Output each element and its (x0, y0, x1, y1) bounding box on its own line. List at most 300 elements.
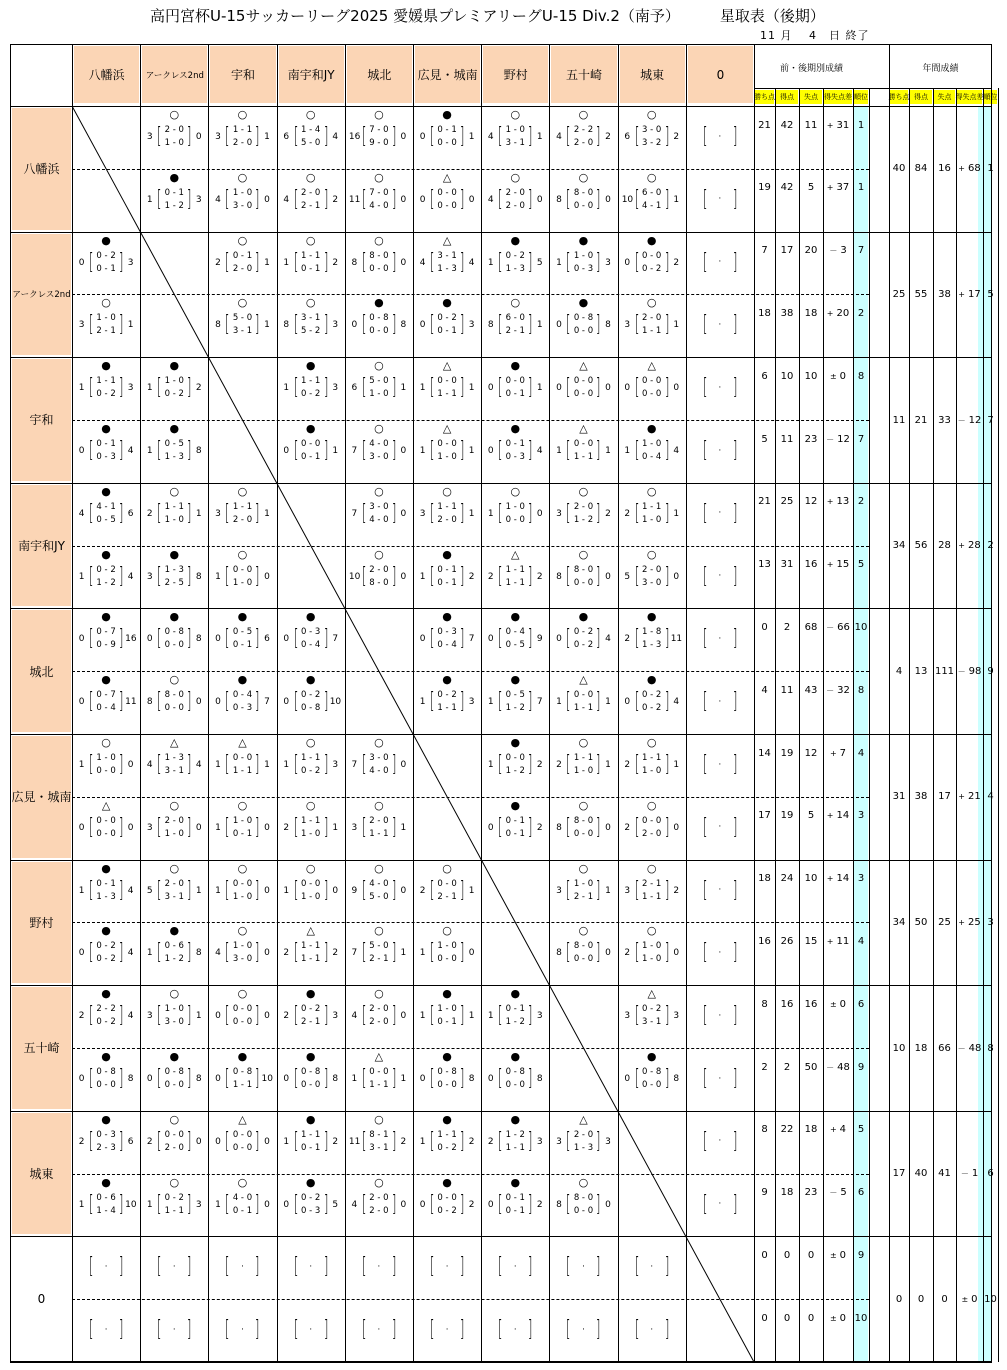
first-half-against: 0 (383, 501, 389, 512)
stat-part: 10 (984, 1293, 997, 1305)
first-half-for: 5 (369, 941, 375, 952)
first-half-score: 0 - 2 (642, 690, 662, 701)
score-block (686, 374, 754, 402)
bracket-right: ] (459, 689, 465, 715)
first-half-score: 6 - 0 (642, 187, 662, 198)
first-half-against: 1 (655, 878, 662, 889)
half-stats-col-header: 順位 (854, 90, 868, 104)
stat-part: 38 (914, 791, 928, 803)
goals-for: 1 (146, 383, 153, 394)
half-scores (300, 124, 322, 150)
score-block (345, 1128, 413, 1156)
bracket-left: [ (429, 1066, 435, 1091)
annual-stat-value (933, 281, 956, 307)
first-half-against: 0 (587, 439, 594, 449)
goals-against: 0 (195, 697, 202, 708)
match-result (618, 1048, 686, 1111)
stat-part: 31 (836, 119, 850, 131)
bracket-right: ] (118, 500, 124, 526)
half-scores (504, 375, 526, 401)
first-half-for: 0 (437, 627, 443, 638)
first-half-score: 0 - 8 (505, 1067, 525, 1077)
second-half-for: 0 (96, 640, 102, 651)
goals-against: 2 (468, 1199, 475, 1210)
match-result (481, 232, 549, 295)
result-mark: ○ (237, 233, 248, 247)
half-scores (300, 1003, 322, 1029)
second-half-for: 0 (96, 1017, 102, 1028)
first-half-score: 2 - 1 (642, 878, 662, 889)
bracket-right: ] (255, 814, 261, 840)
result-mark: ● (442, 987, 452, 1001)
half-scores (95, 1261, 117, 1274)
score-block (413, 500, 481, 528)
bracket-left: [ (702, 312, 708, 338)
first-half-score: 1 - 1 (232, 501, 253, 512)
bracket-right: ] (664, 877, 670, 903)
half-scores (504, 752, 526, 778)
result-mark: ○ (374, 108, 384, 121)
half-stat-value (775, 1180, 799, 1206)
bracket-left: [ (293, 1128, 299, 1154)
first-half-for: 0 (437, 1067, 443, 1077)
half-stat-value (775, 866, 799, 892)
first-half-against: 1 (246, 501, 253, 512)
second-half-against: 0 (178, 1080, 184, 1090)
annual-stat-value (889, 156, 909, 182)
bracket-left: [ (157, 626, 162, 652)
score-block (618, 1002, 686, 1030)
second-half-for: 2 (301, 200, 307, 211)
bracket-left: [ (702, 438, 708, 463)
first-half-score: 1 - 1 (505, 564, 525, 575)
score-block (413, 688, 481, 716)
bracket-right: ] (596, 626, 602, 652)
second-half-for: 2 (164, 577, 171, 588)
second-half-for: 2 (505, 326, 512, 337)
bracket-right: ] (732, 752, 738, 777)
second-half-score: · (718, 947, 722, 958)
second-half-score: 1 - 3 (437, 263, 457, 274)
result-mark: ● (101, 1050, 111, 1063)
second-half-for: 0 (369, 326, 375, 337)
half-stat-value (775, 928, 799, 954)
goals-against: 2 (673, 885, 680, 896)
result-mark: ○ (646, 296, 657, 310)
score-block (72, 751, 140, 779)
first-half-against: 1 (451, 501, 457, 512)
first-half-for: 2 (642, 313, 648, 324)
second-half-for: 1 (573, 766, 580, 776)
first-half-for: 0 (505, 250, 512, 261)
half-scores (572, 564, 594, 590)
half-scores (436, 1192, 458, 1218)
bracket-right: ] (664, 814, 670, 840)
bracket-left: [ (702, 124, 708, 149)
bracket-left: [ (88, 438, 94, 463)
bracket-right: ] (118, 877, 124, 903)
stat-part: 14 (836, 873, 850, 885)
score-block (686, 751, 754, 779)
result-mark: ● (169, 924, 180, 938)
first-half-for: 1 (505, 1129, 512, 1140)
second-half-for: 2 (232, 514, 239, 525)
page-title: 高円宮杯U-15サッカーリーグ2025 愛媛県プレミアリーグU-15 Div.2（南予） 星取表（後期） (150, 7, 825, 25)
score-block (345, 311, 413, 339)
first-half-against: 0 (587, 376, 594, 387)
half-scores (436, 124, 458, 150)
stat-part: 20 (836, 307, 850, 319)
half-scores (95, 1192, 117, 1218)
stat-part: 4 (761, 684, 768, 696)
second-half-score: · (650, 1324, 654, 1335)
half-stat-value (799, 928, 823, 954)
second-half-against: 0 (451, 452, 457, 462)
first-half-score: 0 - 2 (301, 690, 321, 701)
goals-against: 8 (536, 1074, 543, 1084)
score-block (277, 186, 345, 214)
match-result (345, 357, 413, 420)
score-block (140, 814, 208, 842)
second-half-against: 1 (451, 577, 457, 588)
bracket-left: [ (702, 752, 708, 777)
goals-for: 0 (215, 1011, 221, 1022)
first-half-for: 0 (437, 125, 443, 135)
stat-part: 8 (987, 1042, 994, 1054)
bracket-left: [ (429, 1003, 435, 1029)
goals-against: 0 (400, 446, 407, 456)
stat-part: 6 (857, 998, 865, 1010)
match-result (481, 420, 549, 483)
result-mark: ○ (305, 296, 316, 310)
second-half-score: 0 - 2 (437, 1205, 457, 1216)
bracket-right: ] (459, 1066, 465, 1091)
goals-against: 0 (400, 257, 407, 268)
stat-part: 2 (857, 496, 865, 508)
second-half-for: 2 (437, 514, 443, 525)
annual-stat-value (933, 909, 956, 935)
first-half-score: 1 - 1 (573, 753, 594, 763)
first-half-against: 0 (383, 125, 389, 135)
stat-part: 37 (836, 182, 850, 194)
half-stat-value (823, 300, 853, 326)
half-scores (95, 878, 117, 904)
second-half-against: 1 (314, 263, 321, 274)
first-half-for: 0 (573, 376, 580, 387)
half-stat-value (775, 991, 799, 1017)
stat-part: 34 (892, 540, 906, 552)
match-result (277, 1174, 345, 1237)
second-half-score: 8 - 0 (369, 577, 389, 588)
bracket-left: [ (225, 312, 231, 338)
goals-for: 3 (215, 508, 221, 519)
bracket-left: [ (498, 1003, 503, 1029)
stat-part: 48 (837, 1061, 850, 1073)
second-half-score: 1 - 0 (642, 514, 662, 525)
second-half-score: 0 - 5 (96, 514, 116, 525)
goals-for: 1 (487, 697, 494, 708)
second-half-against: 0 (587, 200, 594, 211)
score-block (413, 186, 481, 214)
score-block (481, 311, 549, 339)
second-half-score: 2 - 1 (369, 954, 389, 965)
bracket-right: ] (596, 940, 602, 966)
row-header-team: アークレス2nd (12, 234, 71, 356)
goals-for: 2 (283, 948, 290, 959)
first-half-against: 2 (110, 250, 116, 261)
second-half-against: 2 (519, 1017, 525, 1028)
second-half-against: 3 (110, 1142, 116, 1153)
bracket-right: ] (323, 375, 329, 401)
second-half-against: 2 (655, 703, 662, 714)
second-half-score: · (718, 445, 722, 456)
first-half-score: 0 - 0 (437, 187, 457, 198)
annual-stat-value (889, 407, 909, 433)
column-header-team: 五十崎 (551, 46, 616, 103)
match-result (481, 1174, 549, 1237)
first-half-score: 1 - 0 (642, 439, 662, 449)
second-half-score: 4 - 0 (369, 514, 389, 525)
half-scores (300, 626, 322, 652)
second-half-score: 3 - 1 (164, 766, 184, 776)
half-stat-value (853, 1054, 869, 1080)
match-result (72, 1174, 140, 1237)
goals-against: 1 (195, 1011, 202, 1022)
goals-for: 0 (487, 1074, 494, 1084)
goals-against: 1 (468, 383, 475, 394)
goals-for: 1 (283, 257, 290, 268)
goals-against: 0 (195, 1136, 202, 1147)
match-result (618, 106, 686, 169)
half-stat-value (853, 112, 869, 138)
second-half-against: 1 (519, 828, 525, 839)
second-half-for: 0 (573, 828, 580, 839)
bracket-left: [ (225, 249, 231, 275)
second-half-score: · (718, 1010, 722, 1021)
score-block (208, 625, 276, 653)
bracket-right: ] (187, 1066, 192, 1091)
bracket-left: [ (429, 375, 435, 401)
half-stat-value (853, 175, 869, 201)
annual-stat-value (983, 1161, 998, 1187)
stat-part: ± (829, 1313, 837, 1323)
second-half-score: 1 - 1 (642, 326, 662, 337)
first-half-score: 1 - 8 (642, 627, 662, 638)
annual-stat-value (983, 156, 998, 182)
half-scores (231, 250, 253, 276)
result-mark: ● (510, 1112, 521, 1126)
bracket-right: ] (255, 124, 261, 149)
bracket-right: ] (459, 626, 465, 652)
match-result (72, 232, 140, 295)
result-mark: ● (646, 1050, 657, 1063)
stat-part: 0 (917, 1293, 925, 1305)
first-half-against: 0 (451, 1192, 457, 1203)
half-scores (300, 689, 322, 715)
second-half-score: 0 - 1 (96, 263, 116, 274)
half-scores (300, 1261, 322, 1274)
second-half-for: 3 (164, 891, 171, 902)
goals-for: 0 (78, 446, 85, 456)
first-half-for: 1 (505, 564, 512, 575)
column-header-team: アークレス2nd (142, 46, 207, 103)
second-half-score: · (309, 1324, 313, 1335)
score-block (208, 688, 276, 716)
stat-part: 5 (807, 810, 815, 822)
score-block (413, 877, 481, 905)
first-half-for: 1 (96, 376, 102, 387)
first-half-score: 0 - 2 (437, 313, 457, 324)
result-mark: ○ (237, 861, 248, 875)
match-result (208, 985, 276, 1048)
second-half-for: 3 (232, 200, 239, 211)
half-stat-value (799, 866, 823, 892)
result-mark: ● (101, 924, 111, 938)
first-half-against: 0 (587, 1129, 594, 1140)
first-half-against: 2 (110, 941, 116, 952)
first-half-score: 1 - 1 (642, 501, 662, 512)
second-half-against: 0 (587, 1205, 594, 1216)
second-half-score: 0 - 0 (437, 138, 457, 148)
stat-part: ± (829, 371, 837, 381)
half-stat-value (823, 740, 853, 766)
half-scores (436, 312, 458, 338)
half-scores (709, 507, 731, 520)
stat-part: 5 (807, 182, 815, 194)
goals-for: 1 (215, 1199, 221, 1210)
half-stat-value (823, 238, 853, 264)
bracket-left: [ (88, 1128, 94, 1154)
first-half-score: 1 - 1 (642, 753, 662, 763)
match-result (72, 1048, 140, 1111)
first-half-score: 8 - 0 (573, 564, 594, 575)
match-result (345, 546, 413, 609)
result-mark: ○ (237, 170, 248, 184)
goals-against: 1 (536, 383, 543, 394)
half-scores (231, 1192, 253, 1218)
score-block (413, 249, 481, 277)
half-scores (368, 1129, 390, 1155)
match-result (345, 1236, 413, 1299)
match-result (618, 985, 686, 1048)
score-block (686, 311, 754, 339)
first-half-for: 8 (369, 1129, 375, 1140)
half-stat-value (823, 1305, 853, 1331)
first-half-for: 0 (642, 690, 648, 701)
score-block (618, 625, 686, 653)
half-stat-value (853, 426, 869, 452)
first-half-score: 2 - 0 (573, 1129, 594, 1140)
match-result (277, 985, 345, 1048)
second-half-against: 0 (655, 577, 662, 588)
goals-for: 0 (419, 1199, 426, 1210)
second-half-for: 1 (301, 954, 307, 965)
bracket-left: [ (702, 563, 708, 589)
score-block (686, 1002, 754, 1030)
stat-part: 8 (857, 370, 865, 382)
stat-part: 28 (938, 540, 951, 552)
stat-part: － (957, 666, 966, 676)
stat-part: + (826, 874, 834, 884)
second-half-score: 1 - 1 (642, 891, 662, 902)
bracket-left: [ (429, 1317, 435, 1343)
stat-part: 8 (761, 998, 768, 1010)
half-scores (641, 187, 663, 213)
second-half-for: 1 (369, 389, 375, 400)
second-half-against: 1 (451, 326, 457, 337)
stat-part: 7 (987, 414, 994, 426)
bracket-right: ] (528, 1191, 533, 1217)
bracket-right: ] (528, 312, 533, 338)
stat-part: 3 (857, 873, 865, 885)
column-header-team: 南宇和JY (279, 46, 344, 103)
stat-part: 2 (987, 540, 994, 552)
half-scores (572, 438, 594, 464)
goals-for: 1 (487, 257, 494, 268)
match-result (277, 1048, 345, 1111)
score-block (481, 625, 549, 653)
bracket-left: [ (88, 563, 94, 589)
bracket-right: ] (528, 1128, 533, 1154)
half-scores (709, 570, 731, 583)
first-half-against: 1 (451, 1129, 457, 1140)
first-half-score: 2 - 0 (369, 1192, 389, 1203)
goals-against: 1 (195, 885, 202, 896)
score-block (618, 751, 686, 779)
second-half-for: 0 (505, 389, 512, 400)
match-result (686, 671, 754, 734)
result-mark: ● (101, 1175, 111, 1189)
match-result (208, 232, 276, 295)
goals-for: 7 (351, 760, 358, 770)
first-half-against: 0 (314, 439, 321, 449)
first-half-for: 0 (164, 187, 171, 198)
half-scores (300, 752, 322, 778)
bracket-left: [ (225, 1003, 231, 1029)
bracket-left: [ (429, 124, 435, 149)
second-half-score: 0 - 0 (369, 263, 389, 274)
second-half-against: 0 (246, 263, 253, 274)
match-result (72, 797, 140, 860)
goals-against: 8 (195, 948, 202, 959)
bracket-right: ] (664, 438, 670, 463)
goals-for: 0 (487, 634, 494, 645)
first-half-score: 4 - 1 (96, 501, 116, 512)
bracket-right: ] (596, 1317, 602, 1343)
first-half-score: 3 - 0 (369, 501, 389, 512)
second-half-for: 2 (96, 1142, 102, 1153)
goals-against: 0 (195, 132, 202, 142)
bracket-left: [ (293, 438, 299, 463)
goals-against: 1 (673, 760, 680, 770)
first-half-score: 0 - 3 (301, 627, 321, 638)
match-result (277, 106, 345, 169)
stat-part: 18 (780, 1187, 794, 1199)
bracket-left: [ (157, 814, 162, 840)
stat-part: 0 (807, 1312, 815, 1324)
bracket-right: ] (255, 563, 261, 589)
goals-against: 4 (536, 446, 543, 456)
stat-part: － (957, 1043, 966, 1053)
first-half-for: 0 (232, 1067, 239, 1077)
score-block (72, 1002, 140, 1030)
goals-for: 4 (78, 508, 85, 519)
match-result (413, 420, 481, 483)
score-block (277, 751, 345, 779)
bracket-right: ] (391, 312, 397, 338)
result-mark: ○ (305, 170, 316, 184)
match-result (72, 546, 140, 609)
